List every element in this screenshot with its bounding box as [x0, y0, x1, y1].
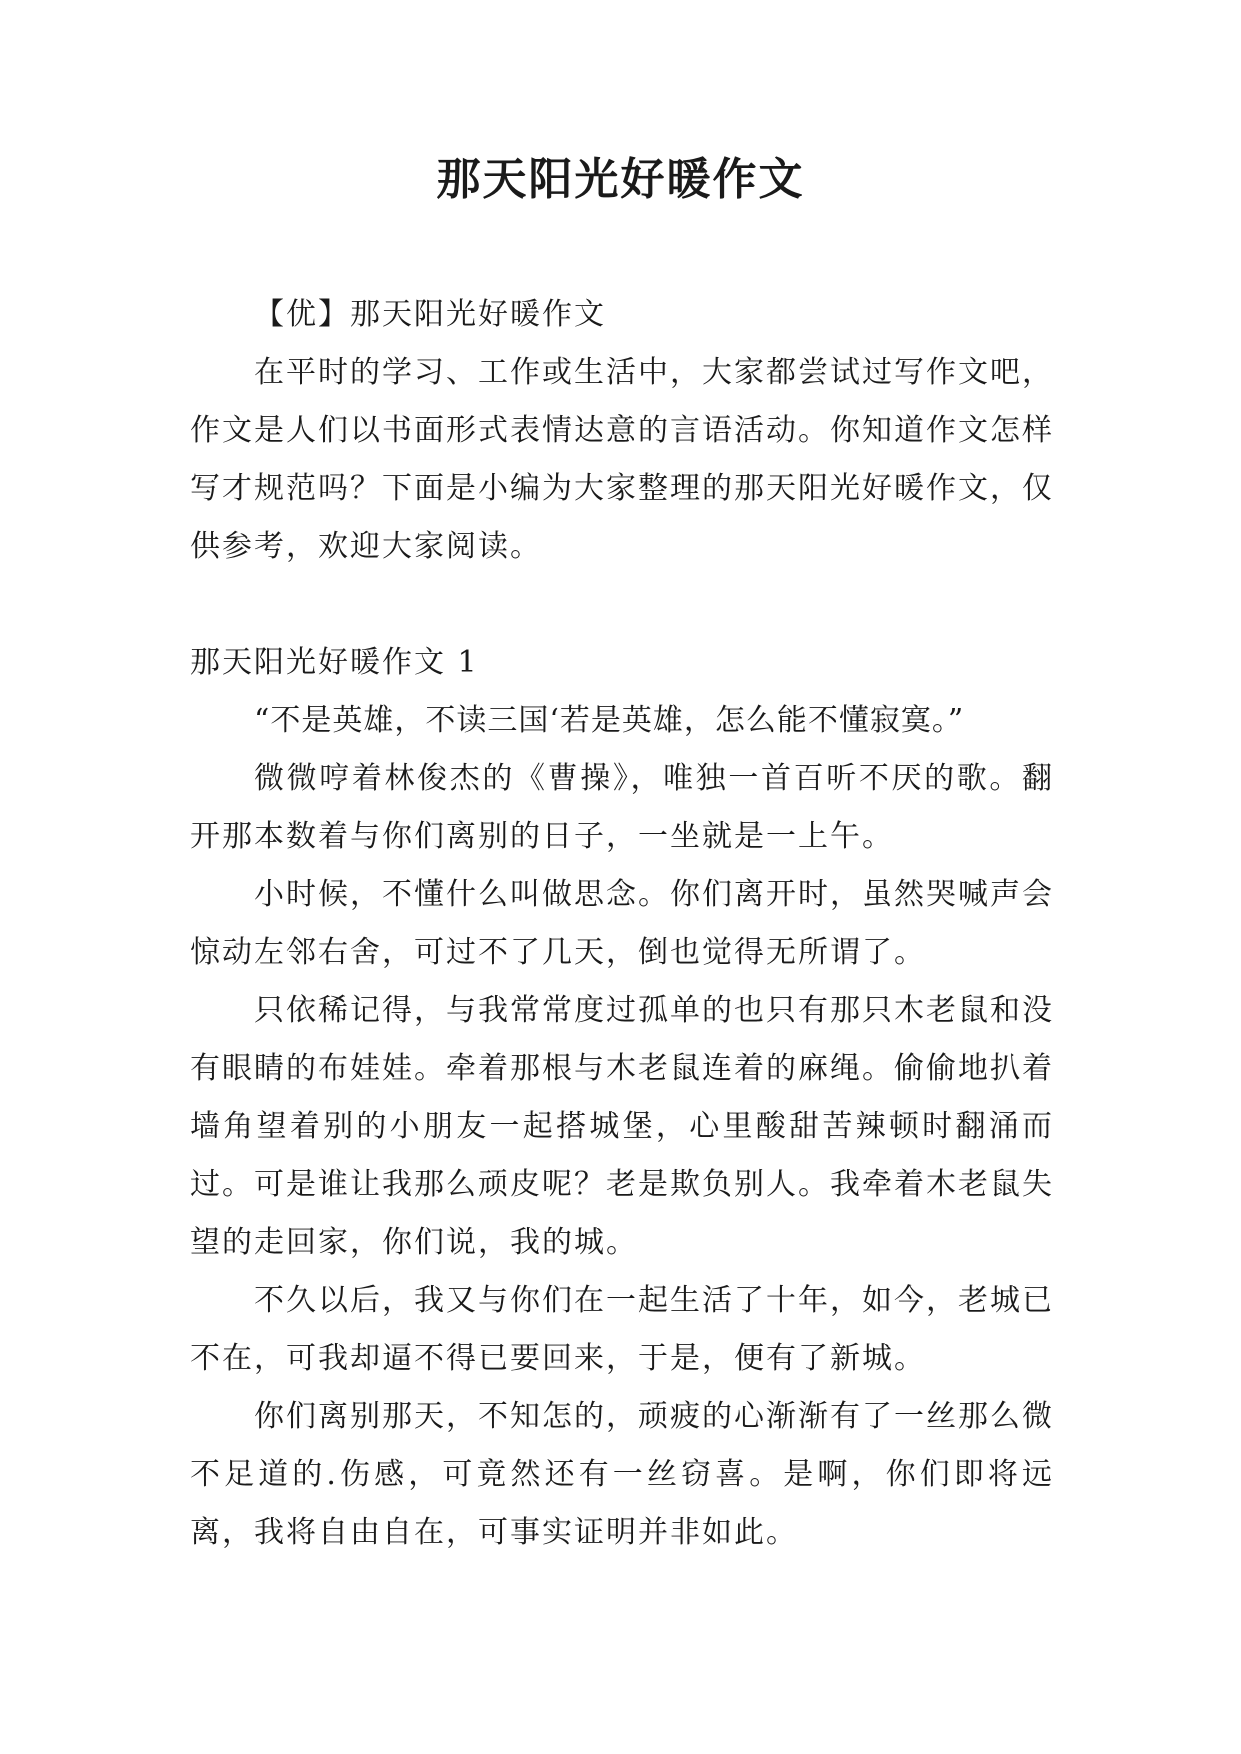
document-title: 那天阳光好暖作文	[436, 154, 805, 205]
section-heading: 那天阳光好暖作文 1	[190, 645, 479, 680]
body-paragraph-quote: “不是英雄，不读三国‘若是英雄，怎么能不懂寂寞。”	[254, 703, 965, 738]
body-paragraph: 不久以后，我又与你们在一起生活了十年，如今，老城已不在，可我却逼不得已要回来，于是，便有了新城。	[190, 1283, 1054, 1376]
body-paragraph: 你们离别那天，不知怎的，顽疲的心渐渐有了一丝那么微不足道的.伤感，可竟然还有一丝窃喜。是啊，你们即将远离，我将自由自在，可事实证明并非如此。	[190, 1399, 1054, 1550]
body-paragraph: 小时候，不懂什么叫做思念。你们离开时，虽然哭喊声会惊动左邻右舍，可过不了几天，倒也觉得无所谓了。	[190, 877, 1054, 970]
subtitle-line: 【优】那天阳光好暖作文	[254, 297, 606, 332]
intro-paragraph: 在平时的学习、工作或生活中，大家都尝试过写作文吧，作文是人们以书面形式表情达意的言语活动。你知道作文怎样写才规范吗？下面是小编为大家整理的那天阳光好暖作文，仅供参考，欢迎大家阅读。	[190, 355, 1054, 564]
body-paragraph: 微微哼着林俊杰的《曹操》，唯独一首百听不厌的歌。翻开那本数着与你们离别的日子，一坐就是一上午。	[190, 761, 1054, 854]
body-paragraph: 只依稀记得，与我常常度过孤单的也只有那只木老鼠和没有眼睛的布娃娃。牵着那根与木老鼠连着的麻绳。偷偷地扒着墙角望着别的小朋友一起搭城堡，心里酸甜苦辣顿时翻涌而过。可是谁让我那么顽皮呢？老是欺负别人。我牵着木老鼠失望的走回家，你们说，我的城。	[190, 993, 1054, 1260]
document-body	[190, 286, 1054, 1562]
